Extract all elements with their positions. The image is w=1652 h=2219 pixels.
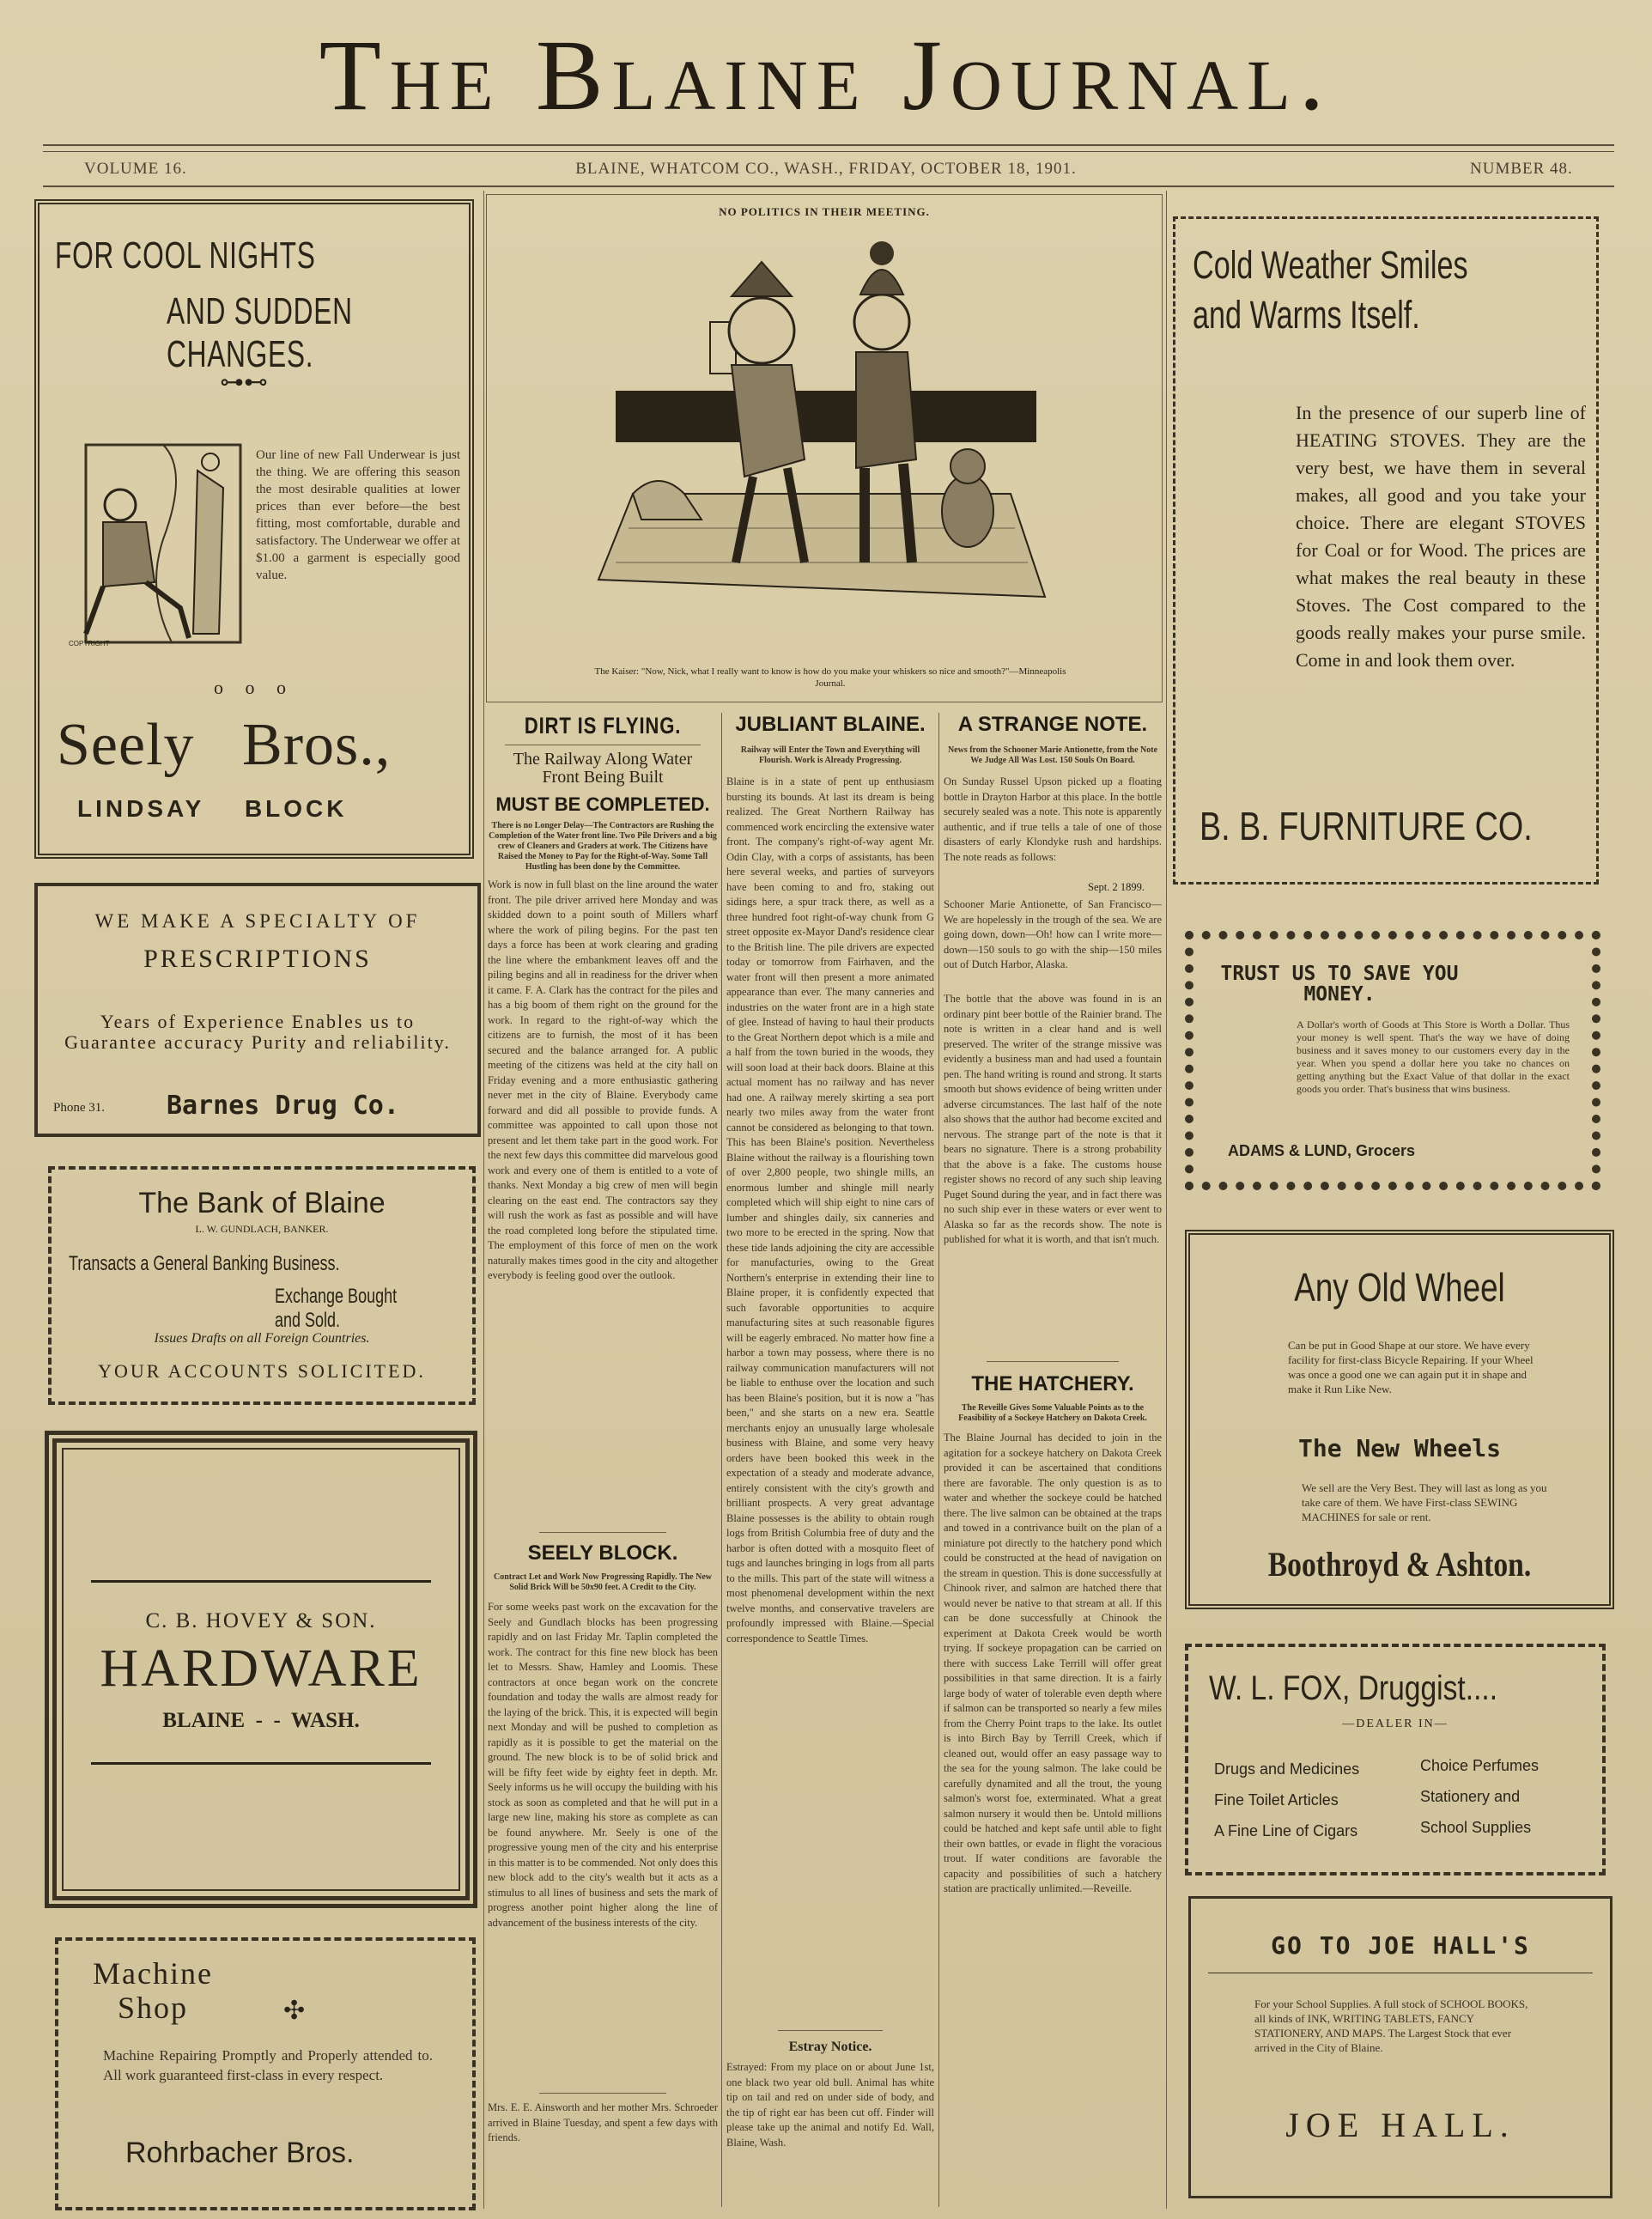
column-rule [721,713,722,2207]
ad-fox-title: W. L. FOX, Druggist.... [1209,1669,1498,1707]
ad-wheel-sub: The New Wheels [1297,1434,1501,1462]
cartoon-caption: The Kaiser: "Now, Nick, what I really want to know is how do you make your whiskers so nice and smooth?"—Minneapolis Journal. [594,666,1066,689]
ad-wheel-text1: Can be put in Good Shape at our store. We have every facility for first-class Bicycle Repairing. If your Wheel was once a good one we can again put it in shape and make it Run Like New. [1288,1339,1534,1395]
ad-fox-item: A Fine Line of Cigars [1214,1822,1358,1839]
ad-seely-bros [34,199,474,859]
ad-joe-hall [1188,1896,1613,2198]
article-strange-summary: News from the Schooner Marie Antionette, from the Note We Judge All Was Lost. 150 Souls On Board. [947,745,1158,765]
ad-fox-items-right [1420,1750,1539,1843]
article-dirt-summary: There is no Longer Delay—The Contractors are Rushing the Completion of the Water front line. Two Pile Drivers and a big crew of Cleaners and Graders at work. The Citizens have Raised the Money to Pay for the Right-of-Way. Some Tall Hustling has been done by the Committee. [489,821,717,872]
rule-under-dateline [43,185,1614,187]
ad-barnes-drug [34,883,481,1137]
article-dirt-body: Work is now in full blast on the line around the water front. The pile driver arrived here Monday and was skidded down to a point south of Millers wharf where the work of piling begins. For the past ten days a force has been at work clearing and grading the line where the embankment leaves off and the piling begins and all in readiness for the driver when it came. F. A. Clark has the contract for the piles and has a big boom of them right on the ground for the work. In regard to the right-of-way which the citizens are to furnish, the most of it has been secured and the balance arranged for. A public meeting of the citizens was held at the city hall on Friday evening and a more enthusiastic gathering never met in the city of Blaine. Everybody came forward and did all possible to provide funds. A committee was appointed to call upon those not present and let them take part in the good work. For the next few days this committee did marvelous good work and every one of them is entitled to a vote of thanks. Next Monday a big crew of men will begin clearing on the east end. The contractors say they will rush the work as fast as possible and will have the road completed long before the stipulated time. The employment of this force of men on the work naturally makes times good in the city and altogether everybody is feeling good over the outlook. [488,878,718,1281]
ad-wl-fox [1185,1644,1606,1876]
ad-seely-text: Our line of new Fall Underwear is just the thing. We are offering this season the most desirable qualities at lower prices than ever before—the best fitting, most comfortable, durable and satisfactory. The Underwear we offer at $1.00 a garment is especially good value. [256,448,460,582]
ad-joe-text: For your School Supplies. A full stock of SCHOOL BOOKS, all kinds of INK, WRITING TABLETS, FANCY STATIONERY, AND MAPS. The Largest Stock that ever arrived in the City of Blaine. [1254,1997,1528,2054]
ad-wheel-name: Boothroyd & Ashton. [1267,1545,1532,1584]
ad-bank-line1: Transacts a General Banking Business. [69,1252,340,1275]
ad-bb-line2: and Warms Itself. [1193,293,1420,337]
article-seely-block-head: SEELY BLOCK. [527,1541,678,1565]
article-strange-body3: The bottle that the above was found in is an ordinary pint beer bottle of the Rainier brand. The note is written in a clear hand and is well preserved. The writer of the strange missive was evidently a business man and had used a fountain pen. The hand writing is round and strong. It starts smooth but shows evidence of being written under adverse circumstances. The last half of the note also shows that the author had become excited and nervous. The strange part of the note is that it bears no signature. There is a strong probability that the above is a fake. The customs house register shows no record of any such ship leaving Puget Sound during the year, and in fact there was no such ship ever in these waters or ever went to Alaska so far as the records show. The note is published for what it is worth, and that isn't much. [944,993,1162,1245]
issue-number: NUMBER 48. [1470,160,1573,178]
ad-seely-dots: o o o [214,677,295,698]
estray-notice-body: Estrayed: From my place on or about June 1st, one black two year old bull. Animal has white tip on tail and red on under side of body, and the tip of right ear has been cut off. Finder will please take up the animal and notify Ed. Wall, Blaine, Wash. [726,2061,934,2149]
volume-label: VOLUME 16. [84,160,187,178]
ad-adams-name: ADAMS & LUND, Grocers [1228,1142,1416,1159]
ad-boothroyd-ashton [1185,1230,1614,1609]
place-date: BLAINE, WHATCOM CO., WASH., FRIDAY, OCTOBER 18, 1901. [575,160,1077,178]
article-dirt-deck2: MUST BE COMPLETED. [495,793,710,815]
column-rule [1166,191,1167,2209]
cartoon-title: NO POLITICS IN THEIR MEETING. [719,205,930,218]
ad-wheel-title: Any Old Wheel [1294,1265,1505,1310]
article-hatchery-body: The Blaine Journal has decided to join in the agitation for a sockeye hatchery on Dakota Creek provided it can be ascertained that conditions there are favorable. The only question is as to water and whether the sockeye could be hatched there. The live salmon can be obtained at the traps and towed in a contrivance built on the plan of a miniature pot directly to the hatchery pond which could be constructed at the head of navigation on the stream in question. This is done successfully at Chinook river, and salmon are hatched there that would never be native to that stream at all. If this can be done successfully at Chinook the experiment at Dakota Creek would be worth trying. If sockeye propagation can be carried on there with success Lake Terrill will offer great possibilities in that same direction. It is a fairly large body of water of tolerable even depth where if salmon can be transported so nearly a few miles from the Cherry Point traps to the lake. Its outlet is into Birch Bay by Terrill Creek, which if cleaned out, would offer an easy passage way to the sea for the young salmon. The lake could be carefully dynamited and all the trout, the young salmon's worst foe, exterminated. What a great salmon nursery it would then be. Untold millions could be hatched and kept safe until able to fight their own battles, or evade in flight the voracious trout. If water conditions are favorable the capacity and possibilities of such a hatchery station are practically unlimited.—Reveille. [944,1432,1162,1894]
ad-hovey-line3: BLAINE - - WASH. [162,1709,360,1732]
article-hatchery-head: THE HATCHERY. [971,1372,1134,1395]
ad-fox-item: Choice Perfumes [1420,1757,1540,1774]
ad-seely-line1: FOR COOL NIGHTS [55,234,316,277]
article-seely-block-body: For some weeks past work on the excavation for the Seely and Gundlach blocks has been progressing rapidly and on last Friday Mr. Taplin completed the work. The contract for this fine new block has been let to Messrs. Shaw, Hamley and Loomis. These contractors at once began work on the concrete foundation and today the walls are almost ready for the laying of the brick. This, it is expected will begin next Monday and will be pushed to completion as rapidly as it is possible to get the material on the ground. The new block is to be of solid brick and will be fifty feet wide by eighty feet in depth. Mr. Seely informs us he will occupy the building with his stock as soon as completed and that he will put in a large new line, making his store as complete as can be found anywhere. Mr. Seely is one of the progressive young men of the city and his enterprise in this matter is to be commended. Not only does this new block add to the city's wealth but it acts as a stimulus to all lines of business and sets the mark of progress another point higher along the line of advancement of the business interests of the city. [488,1601,718,1929]
ad-fox-item: Fine Toilet Articles [1214,1791,1339,1809]
ad-machine-shop [55,1937,476,2210]
ad-fox-items-left [1214,1754,1359,1846]
ad-hovey-line2: HARDWARE [100,1639,422,1698]
article-seely-block-note: Mrs. E. E. Ainsworth and her mother Mrs. Schroeder arrived in Blaine Tuesday, and spent a few days with friends. [488,2101,718,2143]
article-hatchery-summary: The Reveille Gives Some Valuable Points as to the Feasibility of a Sockeye Hatchery on Dakota Creek. [958,1403,1147,1423]
ad-bank-line4: YOUR ACCOUNTS SOLICITED. [98,1360,426,1382]
article-strange-date: Sept. 2 1899. [1088,881,1145,893]
ad-adams-title: TRUST US TO SAVE YOU MONEY. [1220,963,1459,1006]
column-rule [483,191,484,2209]
column-jubliant-blaine [726,713,934,2207]
article-jubliant-head: JUBLIANT BLAINE. [735,713,926,736]
ad-fox-item: Drugs and Medicines [1214,1760,1360,1778]
kaiser-tsar-cartoon [581,236,1062,640]
ad-bank-banker: L. W. GUNDLACH, BANKER. [195,1223,329,1235]
man-in-underwear-illustration [52,436,249,649]
article-dirt-deck1: The Railway Along Water Front Being Built [513,750,693,787]
ad-barnes-name: Barnes Drug Co. [167,1091,399,1121]
ad-barnes-line3: Years of Experience Enables us to Guarantee accuracy Purity and reliability. [64,1011,451,1053]
ad-fox-item: School Supplies [1420,1819,1532,1836]
estray-notice-head: Estray Notice. [788,2040,872,2054]
column-strange-note [944,713,1162,2207]
ad-machine-name: Rohrbacher Bros. [125,2137,355,2169]
article-strange-head: A STRANGE NOTE. [957,713,1148,736]
ad-bb-line1: Cold Weather Smiles [1193,243,1468,287]
ornament-icon: ✣ [283,1996,306,2026]
article-jubliant-summary: Railway will Enter the Town and Everything will Flourish. Work is Already Progressing. [740,745,920,765]
column-rule [938,713,939,2207]
ad-joe-name: JOE HALL. [1285,2106,1515,2144]
ad-bank-line3: Issues Drafts on all Foreign Countries. [154,1331,370,1346]
ad-bank-title: The Bank of Blaine [138,1187,386,1219]
ad-seely-line2: AND SUDDEN CHANGES. [167,290,353,375]
ad-barnes-line1: WE MAKE A SPECIALTY OF [94,910,421,932]
ad-adams-text: A Dollar's worth of Goods at This Store is Worth a Dollar. Thus your money is well spent. That's the way we have of doing business and it saves money to our customers every day in the year. When you spend a dollar here you take no chances on getting anything but the Exact Value of that dollar in the exact goods you order. That's business that wins business. [1297,1018,1570,1095]
ad-hovey-line1: C. B. HOVEY & SON. [145,1609,377,1632]
article-strange-body2: Schooner Marie Antionette, of San Francisco—We are hopelessly in the trough of the sea. We are going down, down—Oh! how can I write more—down—150 souls to go with the ship—150 miles out of Dutch Harbor, Alaska. [944,898,1162,970]
divider [91,1580,431,1583]
ad-fox-dealer: —DEALER IN— [1342,1717,1449,1730]
article-seely-block-summary: Contract Let and Work Now Progressing Rapidly. The New Solid Brick Will be 50x90 feet. A Credit to the City. [494,1572,712,1592]
masthead-title: The Blaine Journal. [319,19,1333,131]
article-strange-body1: On Sunday Russel Upson picked up a floating bottle in Drayton Harbor at this place. In the bottle securely sealed was a note. This note is apparently authentic, and if true tells a tale of one of those disasters of early Klondyke rush and hardships. The note reads as follows: [944,775,1162,863]
article-dirt-head: DIRT IS FLYING. [524,713,682,739]
divider [91,1762,431,1765]
ad-barnes-phone: Phone 31. [53,1101,105,1115]
ad-seely-block: LINDSAY BLOCK [77,795,348,822]
ad-hovey-hardware [45,1431,477,1908]
rule-top [43,144,1614,146]
ad-adams-lund [1185,931,1600,1190]
copyright-text: COPYRIGHT [69,640,110,647]
ad-bank-of-blaine [48,1166,476,1405]
ad-machine-title: Machine Shop [93,1956,213,2025]
ad-seely-name: Seely Bros., [57,712,392,778]
cartoon-box [486,194,1163,702]
article-jubliant-body: Blaine is in a state of pent up enthusiasm bursting its bounds. At last its dream is being realized. The Great Northern Railway has commenced work encircling the extensive water front. The company's right-of-way agent Mr. Odin Clay, with a corps of assistants, has been here several weeks, and parties of surveyors have been coming to and fro, staking out sidings here, a spur track there, as well as a three hundred foot right-of-way chunk from G street opposite ex-Mayor Dand's residence clear to the British line. The pile drivers are expected today or tomorrow from Fairhaven, and the water front will then present a more animated appearance than ever. The many canneries and industries on the water front are in a high state of glee. Instead of having to haul their products to the Great Northern depot which is a mile and a half from the town buried in the woods, they will soon load at their back doors. Blaine at this actual moment has no railway and has never had one. A railway merely skirting a sea port nearly two miles away from the water front cannot be considered as belonging to that town. This has been Blaine's position. Nevertheless Blaine without the railway is a flourishing town of over 2,800 people, two shingle mills, an enormous lumber and shingle mill nearly completed which will ship eight to nine cars of lumber and shingles daily, six canneries and two more to be erected in the spring. Now that these tide lands adjoining the city are accessible for manufacturies, owing to the Great Northern's enterprise in extending their line to Blaine proper, it is confidently expected that such favorable opportunities to acquire manufacturing sites at such reasonable figures will be eagerly embraced. No matter how fine a harbor a town may possess, where there is no railway communication manufacturers will not be liable to enthuse over the location and such has been Blaine's position, but it is now a "has been," and she starts on a new era. Seattle merchants enjoy an unusually large wholesale business with Blaine, and some very heavy orders have been booked this week in the expectation of a steady and moderate advance, entirely consistent with the city's growth and brilliant prospects. A very great advantage Blaine possesses is the ability to obtain rough logs from British Columbia free of duty and the harbor is often dotted with a mosquito fleet of tugs and launches bringing in logs from all parts to the mills. This part of the state will witness a most phenomenal development within the next twelve months, and conservative travelers are profoundly impressed with Blaine.—Special correspondence to Seattle Times. [726,775,934,1644]
ad-fox-item: Stationery and [1420,1788,1521,1805]
ad-bb-name: B. B. FURNITURE CO. [1200,804,1533,848]
ornament-icon: ⊶⊷ [220,368,268,396]
rule-top-thin [43,151,1614,152]
column-dirt-flying [488,713,718,2207]
ad-machine-text: Machine Repairing Promptly and Properly attended to. All work guaranteed first-class in every respect. [103,2047,433,2083]
ad-wheel-text2: We sell are the Very Best. They will last as long as you take care of them. We have First-class SEWING MACHINES for sale or rent. [1302,1481,1547,1523]
ad-bb-furniture [1173,216,1599,885]
ad-bb-text: In the presence of our superb line of HEATING STOVES. They are the very best, we have them in several makes, all good and you take your choice. There are elegant STOVES for Coal or for Wood. The prices are what makes the real beauty in these Stoves. The Cost compared to the goods really makes your purse smile. Come in and look them over. [1296,402,1586,671]
ad-barnes-line2: PRESCRIPTIONS [143,945,372,973]
ad-joe-title: GO TO JOE HALL'S [1271,1931,1530,1960]
ad-bank-line2: Exchange Bought and Sold. [275,1285,398,1332]
